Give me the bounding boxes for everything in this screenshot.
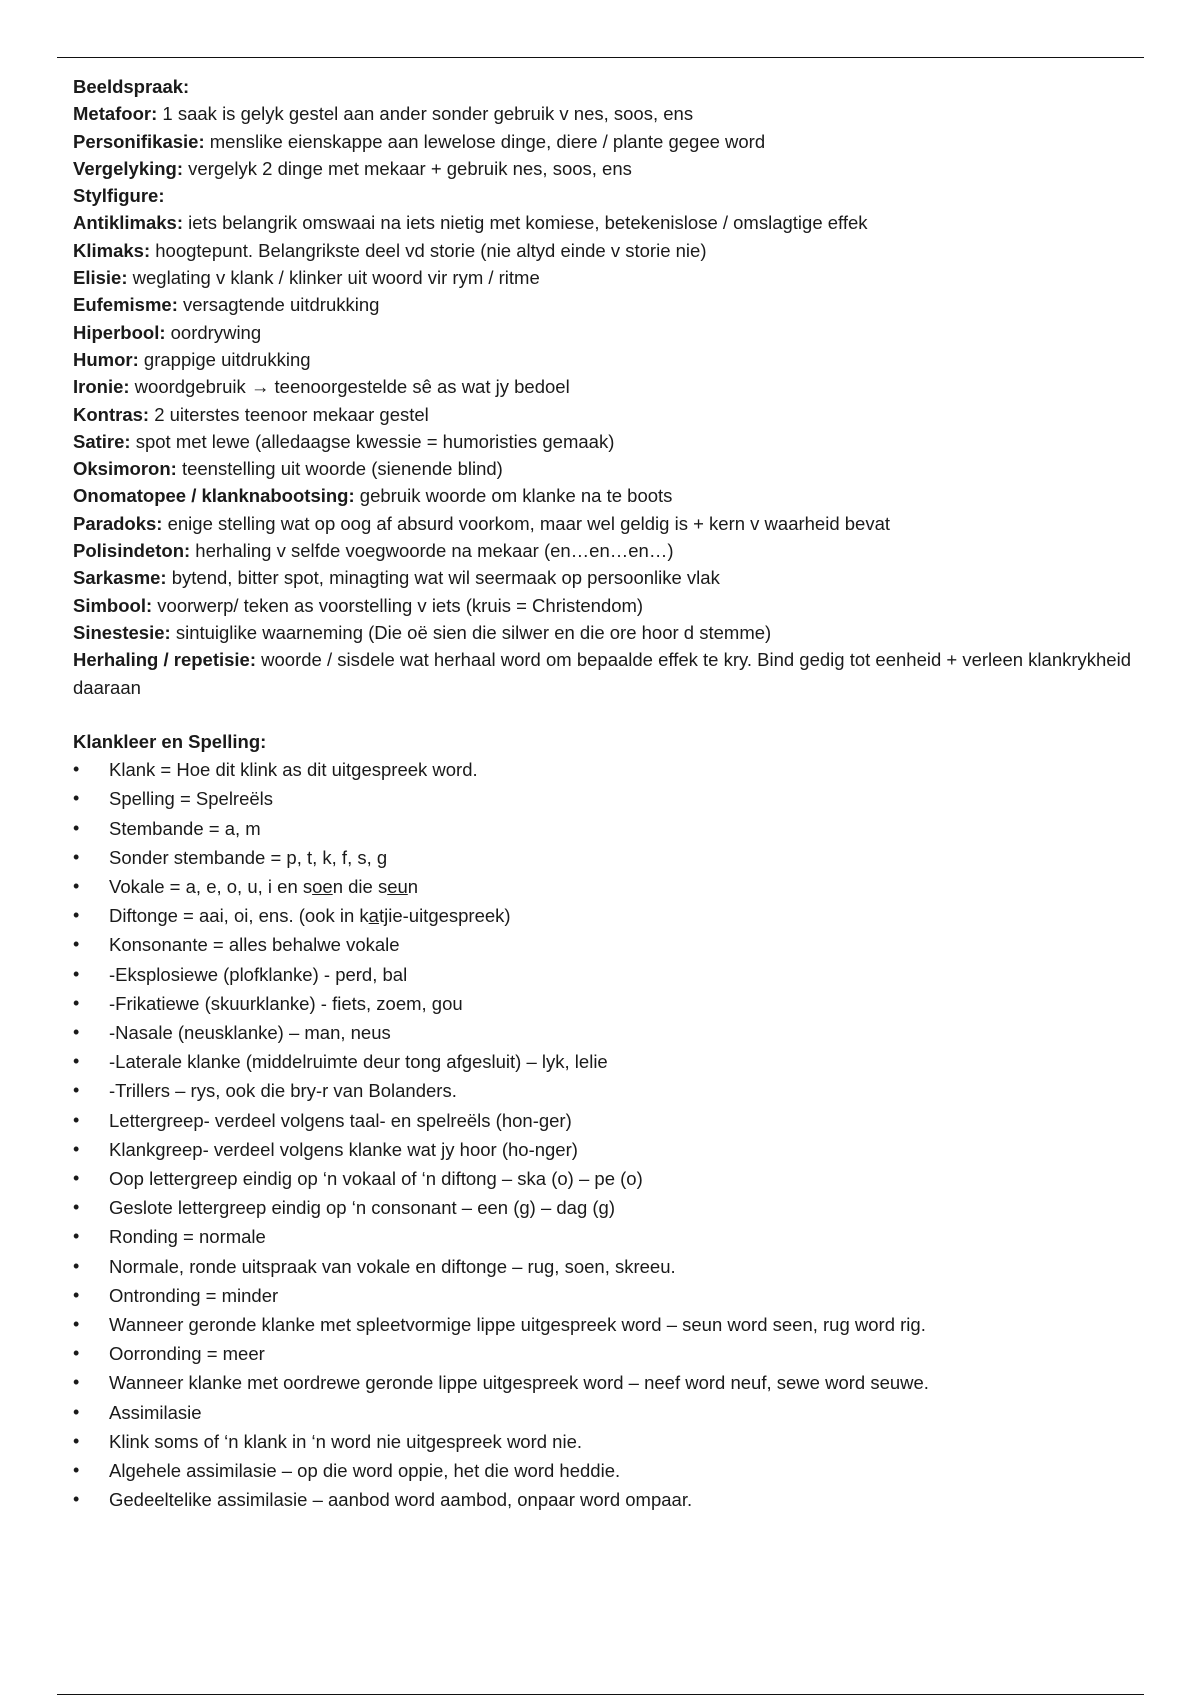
definition-line [73, 128, 1133, 155]
bullet-item: • Wanneer geronde klanke met spleetvormige lippe uitgespreek word – seun word seen, rug word rig. [73, 1310, 1133, 1339]
definition-text: iets belangrik omswaai na iets nietig met komiese, betekenislose / omslagtige effek [183, 212, 868, 234]
definition-text: versagtende uitdrukking [177, 294, 380, 316]
bullet-item: • Gedeeltelike assimilasie – aanbod word aambod, onpaar word ompaar. [73, 1485, 1133, 1514]
definition-text: enige stelling wat op oog af absurd voorkom, maar wel geldig is + kern v waarheid bevat [162, 512, 891, 534]
definition-line [73, 564, 1133, 591]
definition-term: Vergelyking: [73, 157, 184, 179]
bullet-text: tjie-uitgespreek) [378, 905, 511, 927]
definition-text: gebruik woorde om klanke na te boots [354, 485, 673, 507]
definition-text: woorde / sisdele wat herhaal word om bepaalde effek te kry. Bind gedig tot eenheid + verleen klankrykheid daaraan [73, 649, 1131, 698]
definition-line [73, 237, 1133, 264]
definition-text: 1 saak is gelyk gestel aan ander sonder gebruik v nes, soos, ens [157, 103, 694, 125]
definition-line [73, 209, 1133, 236]
header-rule [57, 57, 1144, 58]
definition-term: Personifikasie: [73, 130, 205, 152]
definition-text: teenstelling uit woorde (sienende blind) [176, 458, 503, 480]
definition-line [73, 319, 1133, 346]
bullet-item: • Oop lettergreep eindig op ‘n vokaal of ‘n diftong – ska (o) – pe (o) [73, 1164, 1133, 1193]
definition-line [73, 537, 1133, 564]
definition-term: Satire: [73, 430, 131, 452]
document-body [73, 73, 1133, 1514]
definition-term: Sinestesie: [73, 621, 171, 643]
stylfigure-list [73, 209, 1133, 700]
definition-term: Kontras: [73, 403, 150, 425]
bullet-item: • Klankgreep- verdeel volgens klanke wat jy hoor (ho-nger) [73, 1135, 1133, 1164]
beeldspraak-list [73, 100, 1133, 182]
section-gap [73, 701, 1133, 728]
definition-line [73, 646, 1133, 701]
definition-term: Antiklimaks: [73, 212, 184, 234]
definition-term: Simbool: [73, 594, 153, 616]
bullet-item: • Lettergreep- verdeel volgens taal- en spelreëls (hon-ger) [73, 1106, 1133, 1135]
bullet-text: Vokale = a, e, o, u, i en s [109, 875, 313, 897]
bullet-item: • Algehele assimilasie – op die word oppie, het die word heddie. [73, 1456, 1133, 1485]
bullet-text: n die s [332, 875, 388, 897]
bullet-text: Diftonge = aai, oi, ens. (ook in k [109, 905, 369, 927]
definition-line [73, 346, 1133, 373]
definition-term: Paradoks: [73, 512, 163, 534]
bullet-item: • Sonder stembande = p, t, k, f, s, g [73, 843, 1133, 872]
bullet-item: • -Frikatiewe (skuurklanke) - fiets, zoem, gou [73, 989, 1133, 1018]
bullet-text: n [407, 875, 419, 897]
underlined-text: eu [387, 875, 408, 897]
definition-line [73, 264, 1133, 291]
definition-text: hoogtepunt. Belangrikste deel vd storie (nie altyd einde v storie nie) [150, 239, 707, 261]
definition-term: Elisie: [73, 267, 128, 289]
definition-text: sintuiglike waarneming (Die oë sien die silwer en die ore hoor d stemme) [170, 621, 772, 643]
definition-term: Metafoor: [73, 103, 158, 125]
definition-text: weglating v klank / klinker uit woord vir rym / ritme [127, 267, 540, 289]
bullet-item: • Assimilasie [73, 1398, 1133, 1427]
definition-text: spot met lewe (alledaagse kwessie = humoristies gemaak) [130, 430, 615, 452]
definition-line [73, 155, 1133, 182]
bullet-item: • Spelling = Spelreëls [73, 784, 1133, 813]
definition-text: menslike eienskappe aan lewelose dinge, diere / plante gegee word [204, 130, 766, 152]
definition-term: Onomatopee / klanknabootsing: [73, 485, 355, 507]
bullet-item: • -Nasale (neusklanke) – man, neus [73, 1018, 1133, 1047]
definition-term: Eufemisme: [73, 294, 178, 316]
definition-text: grappige uitdrukking [138, 348, 311, 370]
definition-term: Sarkasme: [73, 567, 167, 589]
bullet-item: • Ontronding = minder [73, 1281, 1133, 1310]
definition-line [73, 100, 1133, 127]
heading-klankleer: Klankleer en Spelling: [73, 730, 267, 752]
bullet-item: • Klank = Hoe dit klink as dit uitgespreek word. [73, 755, 1133, 784]
bullet-item: • -Laterale klanke (middelruimte deur tong afgesluit) – lyk, lelie [73, 1047, 1133, 1076]
klankleer-bullet-list [73, 755, 1133, 1514]
bullet-item: • Stembande = a, m [73, 814, 1133, 843]
definition-line [73, 482, 1133, 509]
definition-term: Herhaling / repetisie: [73, 649, 256, 671]
bullet-item: • -Trillers – rys, ook die bry-r van Bolanders. [73, 1076, 1133, 1105]
bullet-item: • -Eksplosiewe (plofklanke) - perd, bal [73, 960, 1133, 989]
bullet-item: • Wanneer klanke met oordrewe geronde lippe uitgespreek word – neef word neuf, sewe word seuwe. [73, 1368, 1133, 1397]
definition-text: bytend, bitter spot, minagting wat wil seermaak op persoonlike vlak [166, 567, 720, 589]
definition-term: Klimaks: [73, 239, 151, 261]
definition-line [73, 619, 1133, 646]
definition-line [73, 401, 1133, 428]
definition-term: Ironie: [73, 376, 130, 398]
definition-term: Polisindeton: [73, 540, 191, 562]
definition-text: 2 uiterstes teenoor mekaar gestel [149, 403, 429, 425]
definition-line [73, 428, 1133, 455]
definition-line [73, 455, 1133, 482]
bullet-item: • Klink soms of ‘n klank in ‘n word nie uitgespreek word nie. [73, 1427, 1133, 1456]
underlined-text: oe [312, 875, 333, 897]
bullet-item: • Ronding = normale [73, 1222, 1133, 1251]
underlined-text: a [368, 905, 379, 927]
bullet-item [73, 872, 1133, 901]
footer-rule [57, 1694, 1144, 1695]
bullet-item: • Konsonante = alles behalwe vokale [73, 930, 1133, 959]
definition-line [73, 373, 1133, 400]
bullet-item: • Normale, ronde uitspraak van vokale en diftonge – rug, soen, skreeu. [73, 1252, 1133, 1281]
definition-term: Humor: [73, 348, 139, 370]
definition-text: herhaling v selfde voegwoorde na mekaar (en…en…en…) [190, 540, 674, 562]
definition-text: woordgebruik → teenoorgestelde sê as wat jy bedoel [129, 376, 570, 398]
definition-text: oordrywing [165, 321, 262, 343]
heading-beeldspraak: Beeldspraak: [73, 76, 190, 97]
heading-stylfigure: Stylfigure: [73, 185, 165, 207]
definition-line [73, 592, 1133, 619]
bullet-item: • Geslote lettergreep eindig op ‘n consonant – een (g) – dag (g) [73, 1193, 1133, 1222]
definition-term: Hiperbool: [73, 321, 166, 343]
bullet-item: • Oorronding = meer [73, 1339, 1133, 1368]
bullet-item [73, 901, 1133, 930]
definition-line [73, 291, 1133, 318]
definition-text: voorwerp/ teken as voorstelling v iets (kruis = Christendom) [152, 594, 644, 616]
definition-text: vergelyk 2 dinge met mekaar + gebruik nes, soos, ens [183, 157, 632, 179]
definition-line [73, 510, 1133, 537]
definition-term: Oksimoron: [73, 458, 177, 480]
